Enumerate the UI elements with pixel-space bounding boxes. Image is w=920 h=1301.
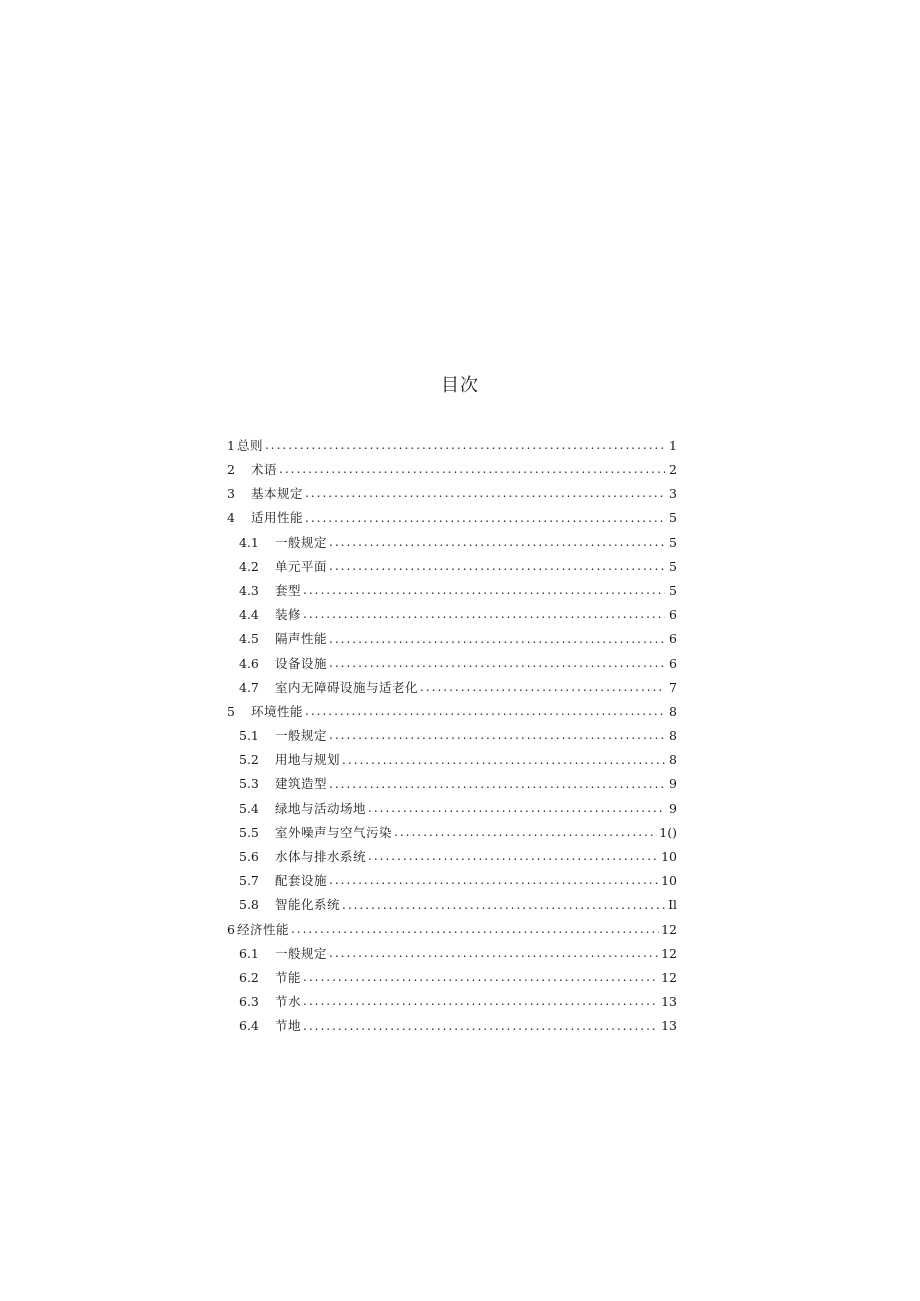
dot-leader: [420, 681, 665, 693]
dot-leader: [303, 608, 665, 620]
toc-entry-page: 8: [669, 703, 677, 719]
toc-entry-page: 12: [661, 969, 677, 985]
toc-entry-number: 4: [227, 510, 235, 526]
toc-entry-title: 隔声性能: [275, 631, 328, 647]
dot-leader: [329, 657, 665, 669]
toc-entry[interactable]: [227, 700, 677, 724]
toc-entry-number: 5.2: [239, 752, 259, 768]
toc-entry[interactable]: [227, 652, 677, 676]
toc-entry-title: 术语: [251, 462, 278, 478]
toc-entry-number: 2: [227, 462, 235, 478]
toc-entry-title: 绿地与活动场地: [275, 800, 367, 816]
toc-entry-number: 5: [227, 703, 235, 719]
toc-entry-page: 6: [669, 631, 677, 647]
toc-entry-title: 一般规定: [275, 728, 328, 744]
toc-entry-page: 8: [669, 752, 677, 768]
toc-entry-number: 6.4: [239, 1018, 259, 1034]
toc-entry-title: 节能: [275, 969, 302, 985]
toc-entry-page: Il: [668, 897, 677, 913]
toc-entry-number: 6: [227, 921, 235, 937]
toc-entry[interactable]: [227, 628, 677, 652]
toc-entry-page: 13: [661, 994, 677, 1010]
toc-entry[interactable]: [227, 603, 677, 627]
dot-leader: [329, 633, 665, 645]
dot-leader: [291, 923, 659, 935]
toc-entry[interactable]: [227, 918, 677, 942]
toc-entry-page: 5: [669, 582, 677, 598]
toc-entry[interactable]: [227, 990, 677, 1014]
toc-entry[interactable]: [227, 482, 677, 506]
toc-entry-title: 总则: [236, 437, 263, 453]
toc-entry-page: 13: [661, 1018, 677, 1034]
toc-entry-title: 一般规定: [275, 534, 328, 550]
toc-entry-number: 5.3: [239, 776, 259, 792]
toc-entry-page: 12: [661, 921, 677, 937]
dot-leader: [329, 874, 659, 886]
toc-entry-number: 5.1: [239, 728, 259, 744]
page-title: 目次: [441, 375, 479, 396]
toc-entry[interactable]: [227, 894, 677, 918]
toc-entry-number: 4.6: [239, 655, 259, 671]
toc-entry-number: 5.7: [239, 873, 259, 889]
dot-leader: [394, 826, 657, 838]
toc-entry-page: 1: [669, 437, 677, 453]
dot-leader: [342, 899, 665, 911]
dot-leader: [303, 1020, 659, 1032]
toc-entry-number: 1: [227, 437, 235, 453]
dot-leader: [265, 439, 665, 451]
toc-entry-page: 1(): [659, 824, 677, 840]
toc-entry[interactable]: [227, 555, 677, 579]
dot-leader: [303, 584, 665, 596]
toc-entry-page: 5: [669, 534, 677, 550]
toc-entry[interactable]: [227, 434, 677, 458]
dot-leader: [329, 947, 659, 959]
toc-entry[interactable]: [227, 821, 677, 845]
toc-entry-number: 4.5: [239, 631, 259, 647]
toc-entry-number: 5.8: [239, 897, 259, 913]
toc-entry-page: 5: [669, 510, 677, 526]
toc-entry-number: 4.3: [239, 582, 259, 598]
dot-leader: [305, 512, 665, 524]
dot-leader: [329, 536, 665, 548]
dot-leader: [329, 778, 665, 790]
toc-entry-number: 4.7: [239, 679, 259, 695]
toc-entry-title: 环境性能: [251, 703, 304, 719]
toc-entry-title: 节水: [275, 994, 302, 1010]
toc-entry-page: 8: [669, 728, 677, 744]
toc-entry-number: 4.1: [239, 534, 259, 550]
toc-entry-title: 配套设施: [275, 873, 328, 889]
toc-entry[interactable]: [227, 458, 677, 482]
toc-entry-number: 6.3: [239, 994, 259, 1010]
toc-entry[interactable]: [227, 724, 677, 748]
toc-entry-title: 水体与排水系统: [275, 849, 367, 865]
dot-leader: [329, 729, 665, 741]
toc-entry-number: 6.1: [239, 945, 259, 961]
toc-entry-page: 6: [669, 655, 677, 671]
toc-entry-title: 套型: [275, 582, 302, 598]
toc-entry-number: 3: [227, 486, 235, 502]
toc-entry-number: 4.4: [239, 607, 259, 623]
toc-entry-number: 5.5: [239, 824, 259, 840]
toc-entry-page: 3: [669, 486, 677, 502]
toc-entry-page: 2: [669, 462, 677, 478]
toc-entry-title: 节地: [275, 1018, 302, 1034]
toc-entry-page: 6: [669, 607, 677, 623]
toc-entry-number: 6.2: [239, 969, 259, 985]
toc-entry-page: 9: [669, 800, 677, 816]
toc-entry[interactable]: [227, 942, 677, 966]
toc-entry-number: 5.6: [239, 849, 259, 865]
toc-entry[interactable]: [227, 579, 677, 603]
toc-entry-title: 单元平面: [275, 558, 328, 574]
dot-leader: [368, 802, 665, 814]
toc-entry-number: 4.2: [239, 558, 259, 574]
toc-entry-title: 建筑造型: [275, 776, 328, 792]
toc-entry[interactable]: [227, 507, 677, 531]
toc-entry-title: 经济性能: [236, 921, 289, 937]
dot-leader: [342, 754, 665, 766]
toc-entry-page: 10: [661, 873, 677, 889]
dot-leader: [303, 971, 659, 983]
toc-entry[interactable]: [227, 773, 677, 797]
dot-leader: [279, 463, 665, 475]
dot-leader: [329, 560, 665, 572]
dot-leader: [368, 850, 659, 862]
toc-entry[interactable]: [227, 845, 677, 869]
toc-entry-title: 设备设施: [275, 655, 328, 671]
toc-entry-title: 适用性能: [251, 510, 304, 526]
toc-entry-title: 基本规定: [251, 486, 304, 502]
toc-entry[interactable]: [227, 748, 677, 772]
toc-entry-page: 12: [661, 945, 677, 961]
toc-entry[interactable]: [227, 869, 677, 893]
toc-entry-page: 5: [669, 558, 677, 574]
toc-entry-title: 一般规定: [275, 945, 328, 961]
dot-leader: [303, 995, 659, 1007]
toc-entry[interactable]: [227, 676, 677, 700]
toc-entry[interactable]: [227, 1015, 677, 1039]
toc-entry-title: 室内无障碍设施与适老化: [275, 679, 419, 695]
toc-entry[interactable]: [227, 531, 677, 555]
toc-entry-title: 用地与规划: [275, 752, 341, 768]
dot-leader: [305, 487, 665, 499]
toc-entry-number: 5.4: [239, 800, 259, 816]
toc-entry-page: 7: [669, 679, 677, 695]
toc-entry[interactable]: [227, 797, 677, 821]
toc-entry-title: 装修: [275, 607, 302, 623]
dot-leader: [305, 705, 665, 717]
table-of-contents: [227, 434, 677, 1039]
toc-entry[interactable]: [227, 966, 677, 990]
toc-entry-title: 室外噪声与空气污染: [275, 824, 393, 840]
toc-entry-title: 智能化系统: [275, 897, 341, 913]
toc-entry-page: 10: [661, 849, 677, 865]
toc-entry-page: 9: [669, 776, 677, 792]
